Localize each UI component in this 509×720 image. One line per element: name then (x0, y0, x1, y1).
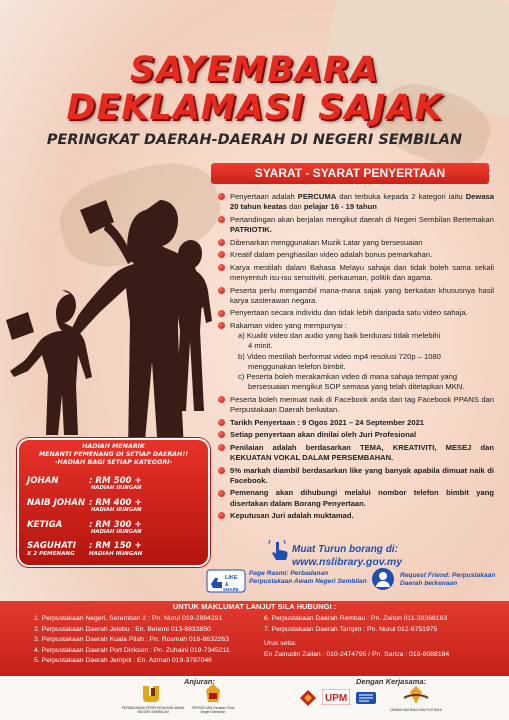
prize-label: NAIB JOHAN (27, 498, 86, 508)
download-label: Muat Turun borang di: (292, 544, 398, 555)
rule-text: Penilaian adalah berdasarkan TEMA, KREATIVITI, MESEJ dan KEKUATAN VOKAL DALAM PERSEMBAHAN. (230, 442, 494, 462)
rule-item (218, 238, 494, 248)
bullet-icon (218, 251, 225, 258)
urus-setia-contact: En Zainudin Zailan : 010-2474795 / Pn. Sariza : 019-6088184 (264, 650, 450, 658)
rules-list (218, 192, 494, 524)
state-crest-logo (298, 688, 318, 708)
rule-item (218, 430, 494, 440)
rule-item (218, 215, 494, 235)
rule-text-bold: PERCUMA (297, 192, 337, 201)
prize-heading (19, 443, 208, 467)
contact-column-left (34, 614, 264, 667)
prize-extra: HADIAH IRINGAN (89, 551, 143, 557)
svg-text:LIKE: LIKE (225, 575, 238, 581)
bullet-icon (218, 490, 225, 497)
prize-label: X 2 PEMENANG (27, 551, 75, 557)
rule-text: Karya mestilah dalam Bahasa Melayu sahaja dan tidak boleh sama sekali menyentuh isu-isu sensitiviti, perkauman, politik dan agama. (230, 262, 494, 282)
rule-subitem: a) Kualiti video dan audio yang baik berdurasi tidak melebihi (238, 331, 441, 341)
prize-extra: HADIAH IRINGAN (91, 529, 142, 535)
rule-text: Rakaman video yang mempunyai : (230, 320, 347, 330)
bullet-icon (218, 310, 225, 317)
rule-text-bold: PATRIOTIK. (230, 225, 272, 234)
bullet-icon (218, 419, 225, 426)
rule-text: Pemenang akan dihubungi melalui nombor telefon bimbit yang disertakan dalam Borang Penyertaan. (230, 488, 494, 508)
rule-subitem: menggunakan telefon bimbit. (248, 361, 346, 371)
bullet-icon (218, 287, 225, 294)
rule-text-bold: pelajar 16 - 19 tahun (303, 202, 377, 212)
rule-text: Dibenarkan menggunakan Muzik Latar yang bersesuaian (230, 237, 423, 247)
prize-row-saguhati (27, 541, 142, 557)
bullet-icon (218, 193, 225, 200)
prize-row-johan (27, 476, 142, 491)
prize-value: : RM 150 + (89, 541, 142, 551)
contact-item: 2. Perpustakaan Daerah Jelebu : En. Beremi 013-6833850 (34, 625, 211, 633)
rule-item (218, 418, 494, 428)
rule-item (218, 466, 494, 486)
rule-subitem: b) Video mestilah berformat video mp4 resolusi 720p – 1080 (238, 351, 441, 361)
rule-item (218, 395, 494, 415)
upm-text: UPM (325, 693, 348, 704)
prize-row-naib-johan (27, 498, 142, 513)
ns-library-logo (355, 689, 377, 707)
svg-text:&: & (225, 582, 229, 588)
rule-text: Setiap penyertaan akan dinilai oleh Juri Profesional (230, 430, 417, 440)
bullet-icon (218, 512, 225, 519)
dbp-caption: DEWAN BAHASA DAN PUSTAKA (390, 708, 442, 712)
contact-item: 1. Perpustakaan Negeri, Seremban 2 : Pn. Nurul 019-2884291 (34, 615, 223, 622)
sponsor-bar (0, 676, 509, 720)
title-line1: SAYEMBARA (129, 50, 380, 90)
rule-text: Peserta boleh memuat naik di Facebook anda dan tag Facebook PPANS dan Perpustakaan Daerah berkaitan. (230, 394, 494, 414)
bullet-icon (218, 239, 225, 246)
reciter-silhouette-small (4, 280, 114, 440)
urus-setia-heading: Urus setia: (264, 640, 297, 648)
prize-extra: HADIAH IRINGAN (91, 485, 142, 491)
bullet-icon (218, 396, 225, 403)
gerakan-puisi-logo (204, 683, 222, 705)
facebook-friend-icon (371, 567, 395, 591)
rule-item (218, 250, 494, 260)
syarat-heading: SYARAT - SYARAT PENYERTAAN (211, 163, 489, 184)
ppans-logo (140, 684, 166, 704)
bullet-icon (218, 216, 225, 223)
anjuran-label: Anjuran: (184, 677, 215, 686)
ppans-caption: PERBADANAN PERPUSTAKAAN AWAM NEGERI SEMBILAN (121, 706, 185, 714)
gerakan-puisi-caption: PERSATUAN Gerakan Puisi Negeri Sembilan (191, 706, 235, 714)
bullet-icon (218, 264, 225, 271)
prize-value: : RM 500 + (89, 476, 142, 486)
rule-item (218, 308, 494, 318)
download-link[interactable]: www.nslibrary.gov.my (292, 556, 403, 568)
contact-column-right (264, 614, 504, 660)
upm-logo (322, 689, 350, 705)
dbp-logo (402, 684, 430, 706)
rule-text: Penyertaan adalah (230, 192, 298, 201)
contact-item: 7. Perpustakaan Daerah Tampin : Pn. Nurul 012-6751975 (264, 625, 438, 633)
rule-item (218, 263, 494, 283)
rule-text: dan terbuka kepada 2 kategori iaitu (336, 192, 466, 201)
svg-text:SHARE: SHARE (223, 587, 239, 592)
prize-label: SAGUHATI (27, 541, 76, 551)
contact-heading: UNTUK MAKLUMAT LANJUT SILA HUBUNGI : (172, 602, 337, 611)
kerjasama-label: Dengan Kerjasama: (356, 677, 427, 686)
rule-subitem: 4 minit. (248, 341, 273, 351)
pointer-hand-icon (268, 540, 290, 562)
bullet-icon (218, 431, 225, 438)
contact-item: 4. Perpustakaan Daerah Port Dickson : Pn. Zuhaini 019-7345211 (34, 646, 230, 654)
prize-row-ketiga (27, 520, 142, 535)
contact-item: 6. Perpustakaan Daerah Rembau : Pn. Zaiton 011-39368163 (264, 615, 448, 622)
rule-subitem: bersesuaian mengikut SOP semasa yang telah ditetapkan MKN. (248, 382, 465, 392)
subtitle: PERINGKAT DAERAH-DAERAH DI NEGERI SEMBILAN (46, 132, 463, 148)
rule-text: dan (286, 202, 304, 212)
contact-item: 3. Perpustakaan Daerah Kuala Pilah : Pn. Rosmah 016-6632263 (34, 636, 229, 644)
prize-heading-line: HADIAH MENARIK (82, 443, 145, 450)
prize-extra: HADIAH IRINGAN (91, 507, 142, 513)
rule-text: Penyertaan secara individu dan tidak lebih daripada satu video sahaja. (230, 308, 468, 318)
official-page-text: Page Rasmi: Perbadanan Perpustakaan Awam Negeri Sembilan (249, 570, 367, 585)
prize-heading-line: -HADIAH BAGI SETIAP KATEGORI- (54, 459, 173, 466)
rule-item (218, 511, 494, 521)
contact-item: 5. Perpustakaan Daerah Jempol : En. Azman 019-3787046 (34, 657, 212, 665)
rule-item (218, 443, 494, 463)
bullet-icon (218, 322, 225, 329)
rule-text: Kreatif dalam penghasilan video adalah bonus pemarkahan. (230, 250, 433, 260)
request-friend-text: Request Friend: Perpustakaan Daerah berkenaan (400, 572, 496, 587)
prize-value: : RM 300 + (89, 520, 142, 530)
download-info (292, 544, 492, 568)
rule-text: Peserta perlu mengambil mana-mana sajak yang berkaitan khususnya hasil karya sasterawan negara. (230, 285, 494, 305)
prize-label: KETIGA (27, 520, 63, 530)
prize-label: JOHAN (27, 476, 59, 486)
rule-subitem: c) Peserta boleh merakamkan video di mana sahaja tempat yang (238, 371, 458, 381)
rule-item (218, 321, 494, 392)
rule-item (218, 488, 494, 508)
prize-box (17, 438, 210, 567)
like-share-icon (205, 566, 247, 596)
rule-text-bold: Dewasa 20 tahun keatas (230, 192, 494, 212)
bullet-icon (218, 444, 225, 451)
rule-text: Tarikh Penyertaan : 9 Ogos 2021 – 24 September 2021 (230, 417, 425, 427)
rule-text: Pertandingan akan berjalan mengikut daerah di Negeri Sembilan Bertemakan (230, 214, 494, 224)
rule-item (218, 286, 494, 306)
rule-item (218, 192, 494, 212)
rule-text: Keputusan Juri adalah muktamad. (230, 511, 354, 521)
rule-text: 5% markah diambil berdasarkan like yang banyak apabila dimuat naik di Facebook. (230, 465, 494, 485)
prize-value: : RM 400 + (89, 498, 142, 508)
prize-saguhati-extra (27, 551, 142, 557)
bullet-icon (218, 467, 225, 474)
prize-heading-line: MENANTI PEMENANG DI SETIAP DAERAH!! (38, 451, 189, 458)
title-line2: DEKLAMASI SAJAK (66, 88, 443, 128)
